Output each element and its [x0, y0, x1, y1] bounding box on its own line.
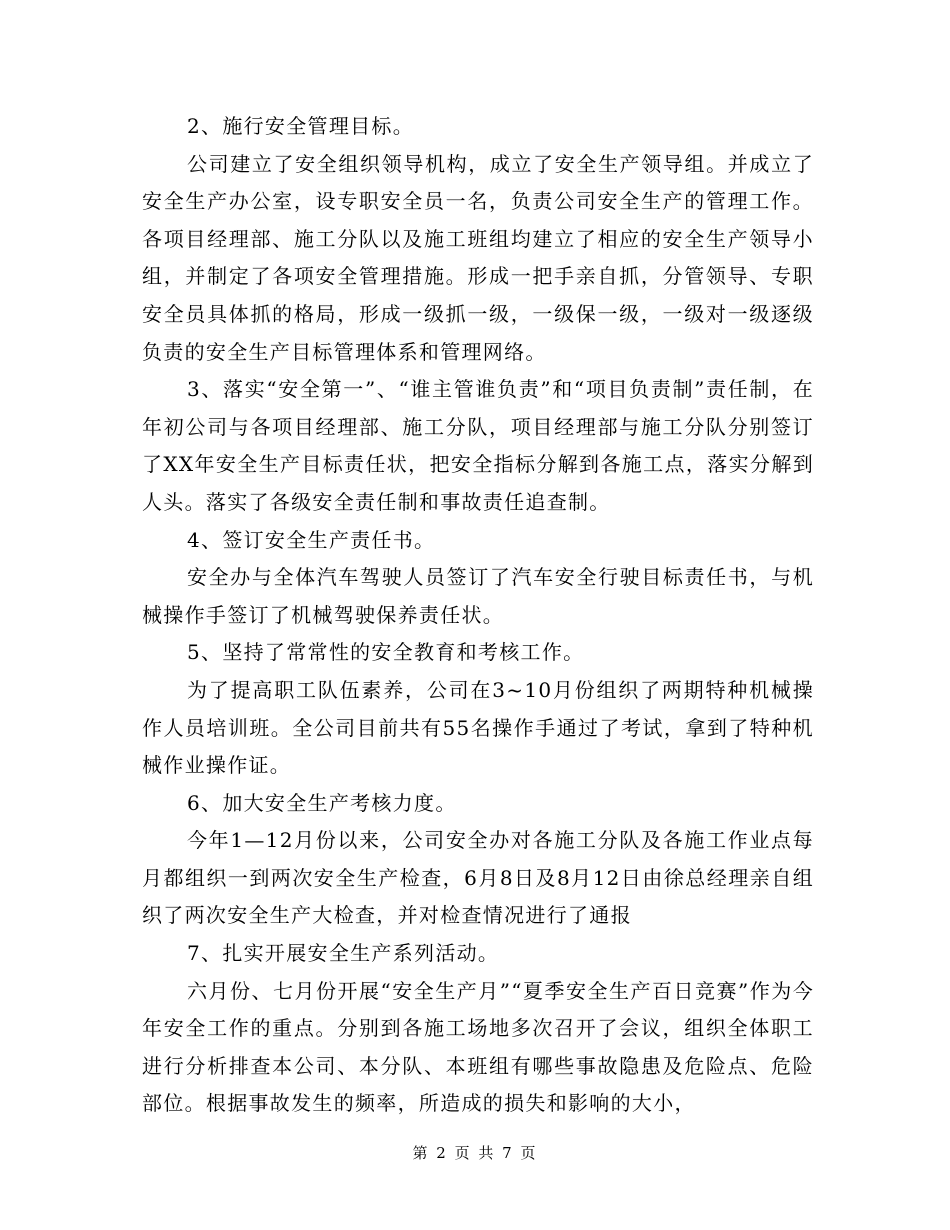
- paragraph-inspection: 今年1—12月份以来，公司安全办对各施工分队及各施工作业点每月都组织一到两次安全生产检查，6月8日及8月12日由徐总经理亲自组织了两次安全生产大检查，并对检查情况进行了通报: [142, 828, 814, 928]
- paragraph-responsibility-system: 3、落实“安全第一”、“谁主管谁负责”和“项目负责制”责任制，在年初公司与各项目经理部、施工分队，项目经理部与施工分队分别签订了XX年安全生产目标责任状，把安全指标分解到各施工点，落实分解到人头。落实了各级安全责任制和事故责任追查制。: [142, 377, 814, 514]
- paragraph-heading-5: 5、坚持了常常性的安全教育和考核工作。: [187, 640, 585, 665]
- paragraph-activities: 六月份、七月份开展“安全生产月”“夏季安全生产百日竞赛”作为今年安全工作的重点。分别到各施工场地多次召开了会议，组织全体职工进行分析排查本公司、本分队、本班组有哪些事故隐患及危险点、危险部位。根据事故发生的频率，所造成的损失和影响的大小，: [142, 978, 814, 1116]
- paragraph-heading-4: 4、签订安全生产责任书。: [187, 527, 436, 552]
- paragraph-heading-2: 2、施行安全管理目标。: [187, 114, 415, 138]
- paragraph-heading-7: 7、扎实开展安全生产系列活动。: [187, 941, 500, 966]
- paragraph-heading-6: 6、加大安全生产考核力度。: [187, 790, 457, 815]
- paragraph-organization: 公司建立了安全组织领导机构，成立了安全生产领导组。并成立了安全生产办公室，设专职安全员一名，负责公司安全生产的管理工作。各项目经理部、施工分队以及施工班组均建立了相应的安全生产领导小组，并制定了各项安全管理措施。形成一把手亲自抓，分管领导、专职安全员具体抓的格局，形成一级抓一级，一级保一级，一级对一级逐级负责的安全生产目标管理体系和管理网络。: [142, 151, 814, 364]
- paragraph-responsibility-book: 安全办与全体汽车驾驶人员签订了汽车安全行驶目标责任书，与机械操作手签订了机械驾驶保养责任状。: [142, 565, 814, 627]
- document-body: [142, 108, 814, 1123]
- page-number-footer: 第 2 页 共 7 页: [412, 1144, 538, 1162]
- paragraph-training: 为了提高职工队伍素养，公司在3~10月份组织了两期特种机械操作人员培训班。全公司目前共有55名操作手通过了考试，拿到了特种机械作业操作证。: [142, 677, 814, 778]
